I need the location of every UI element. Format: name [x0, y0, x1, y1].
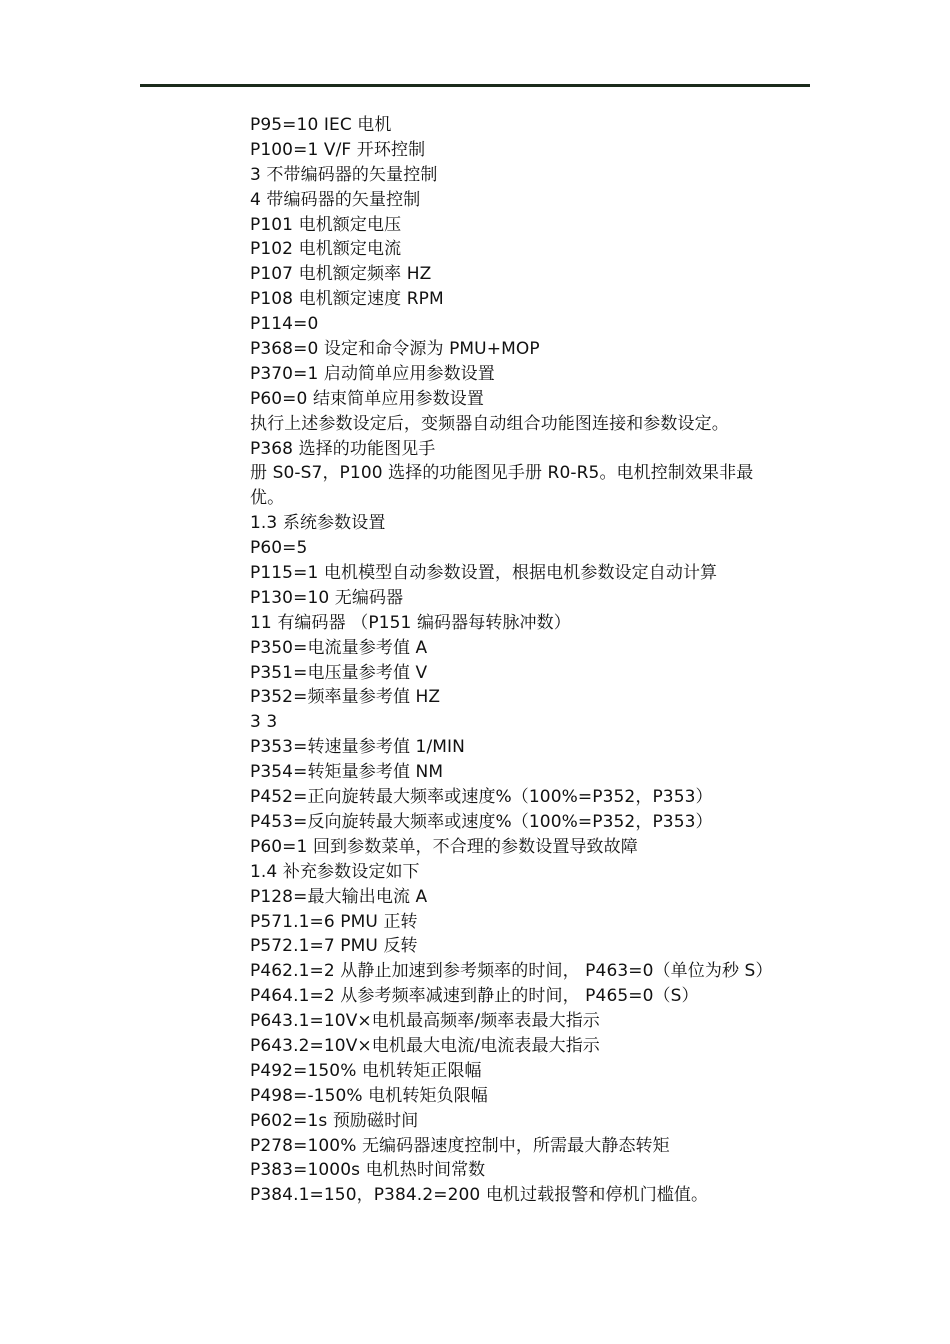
- text-line: P60=0 结束简单应用参数设置: [250, 388, 484, 409]
- text-line: P492=150% 电机转矩正限幅: [250, 1060, 482, 1081]
- text-line: P102 电机额定电流: [250, 239, 402, 260]
- text-line: P571.1=6 PMU 正转: [250, 911, 418, 932]
- text-line: P572.1=7 PMU 反转: [250, 936, 418, 957]
- text-line: P370=1 启动简单应用参数设置: [250, 363, 495, 384]
- text-line: P383=1000s 电机热时间常数: [250, 1160, 486, 1181]
- text-line: P130=10 无编码器: [250, 587, 404, 608]
- text-line: 优。: [250, 488, 285, 509]
- text-line: 11 有编码器 （P151 编码器每转脉冲数）: [250, 612, 571, 633]
- text-line: P101 电机额定电压: [250, 214, 402, 235]
- text-line: P643.2=10V×电机最大电流/电流表最大指示: [250, 1035, 600, 1056]
- text-line: P114=0: [250, 314, 319, 335]
- text-line: P464.1=2 从参考频率减速到静止的时间， P465=0（S）: [250, 986, 699, 1007]
- text-line: P108 电机额定速度 RPM: [250, 289, 444, 310]
- text-line: 3 3: [250, 712, 278, 733]
- section-heading: 1.4 补充参数设定如下: [250, 861, 420, 882]
- header-rule: [140, 84, 810, 87]
- text-line: P107 电机额定频率 HZ: [250, 264, 432, 285]
- text-line: P95=10 IEC 电机: [250, 115, 392, 135]
- text-line: P352=频率量参考值 HZ: [250, 687, 441, 708]
- text-line: P128=最大输出电流 A: [250, 886, 428, 907]
- document-body: [250, 113, 820, 1208]
- text-line: P351=电压量参考值 V: [250, 662, 428, 683]
- text-line: P453=反向旋转最大频率或速度%（100%=P352，P353）: [250, 811, 713, 832]
- text-line: P115=1 电机模型自动参数设置，根据电机参数设定自动计算: [250, 563, 718, 584]
- text-line: P100=1 V/F 开环控制: [250, 139, 426, 160]
- section-heading: 1.3 系统参数设置: [250, 513, 386, 534]
- text-line: P278=100% 无编码器速度控制中，所需最大静态转矩: [250, 1135, 670, 1156]
- text-line: P368=0 设定和命令源为 PMU+MOP: [250, 339, 540, 360]
- text-line: 3 不带编码器的矢量控制: [250, 164, 438, 185]
- text-line: P354=转矩量参考值 NM: [250, 762, 444, 783]
- text-line: P384.1=150，P384.2=200 电机过载报警和停机门槛值。: [250, 1185, 709, 1206]
- text-line: P452=正向旋转最大频率或速度%（100%=P352，P353）: [250, 787, 713, 808]
- text-line: P60=1 回到参数菜单，不合理的参数设置导致故障: [250, 836, 638, 857]
- text-line: P602=1s 预励磁时间: [250, 1110, 419, 1131]
- text-line: P643.1=10V×电机最高频率/频率表最大指示: [250, 1011, 600, 1032]
- text-line: 执行上述参数设定后，变频器自动组合功能图连接和参数设定。: [250, 413, 729, 434]
- text-line: P462.1=2 从静止加速到参考频率的时间， P463=0（单位为秒 S）: [250, 961, 773, 982]
- text-line: P60=5: [250, 538, 308, 559]
- text-line: P368 选择的功能图见手: [250, 438, 436, 459]
- text-line: 4 带编码器的矢量控制: [250, 189, 421, 210]
- text-line: P498=-150% 电机转矩负限幅: [250, 1085, 488, 1106]
- text-line: P353=转速量参考值 1/MIN: [250, 737, 465, 758]
- text-line: 册 S0-S7，P100 选择的功能图见手册 R0-R5。电机控制效果非最: [250, 463, 754, 484]
- text-line: P350=电流量参考值 A: [250, 637, 428, 658]
